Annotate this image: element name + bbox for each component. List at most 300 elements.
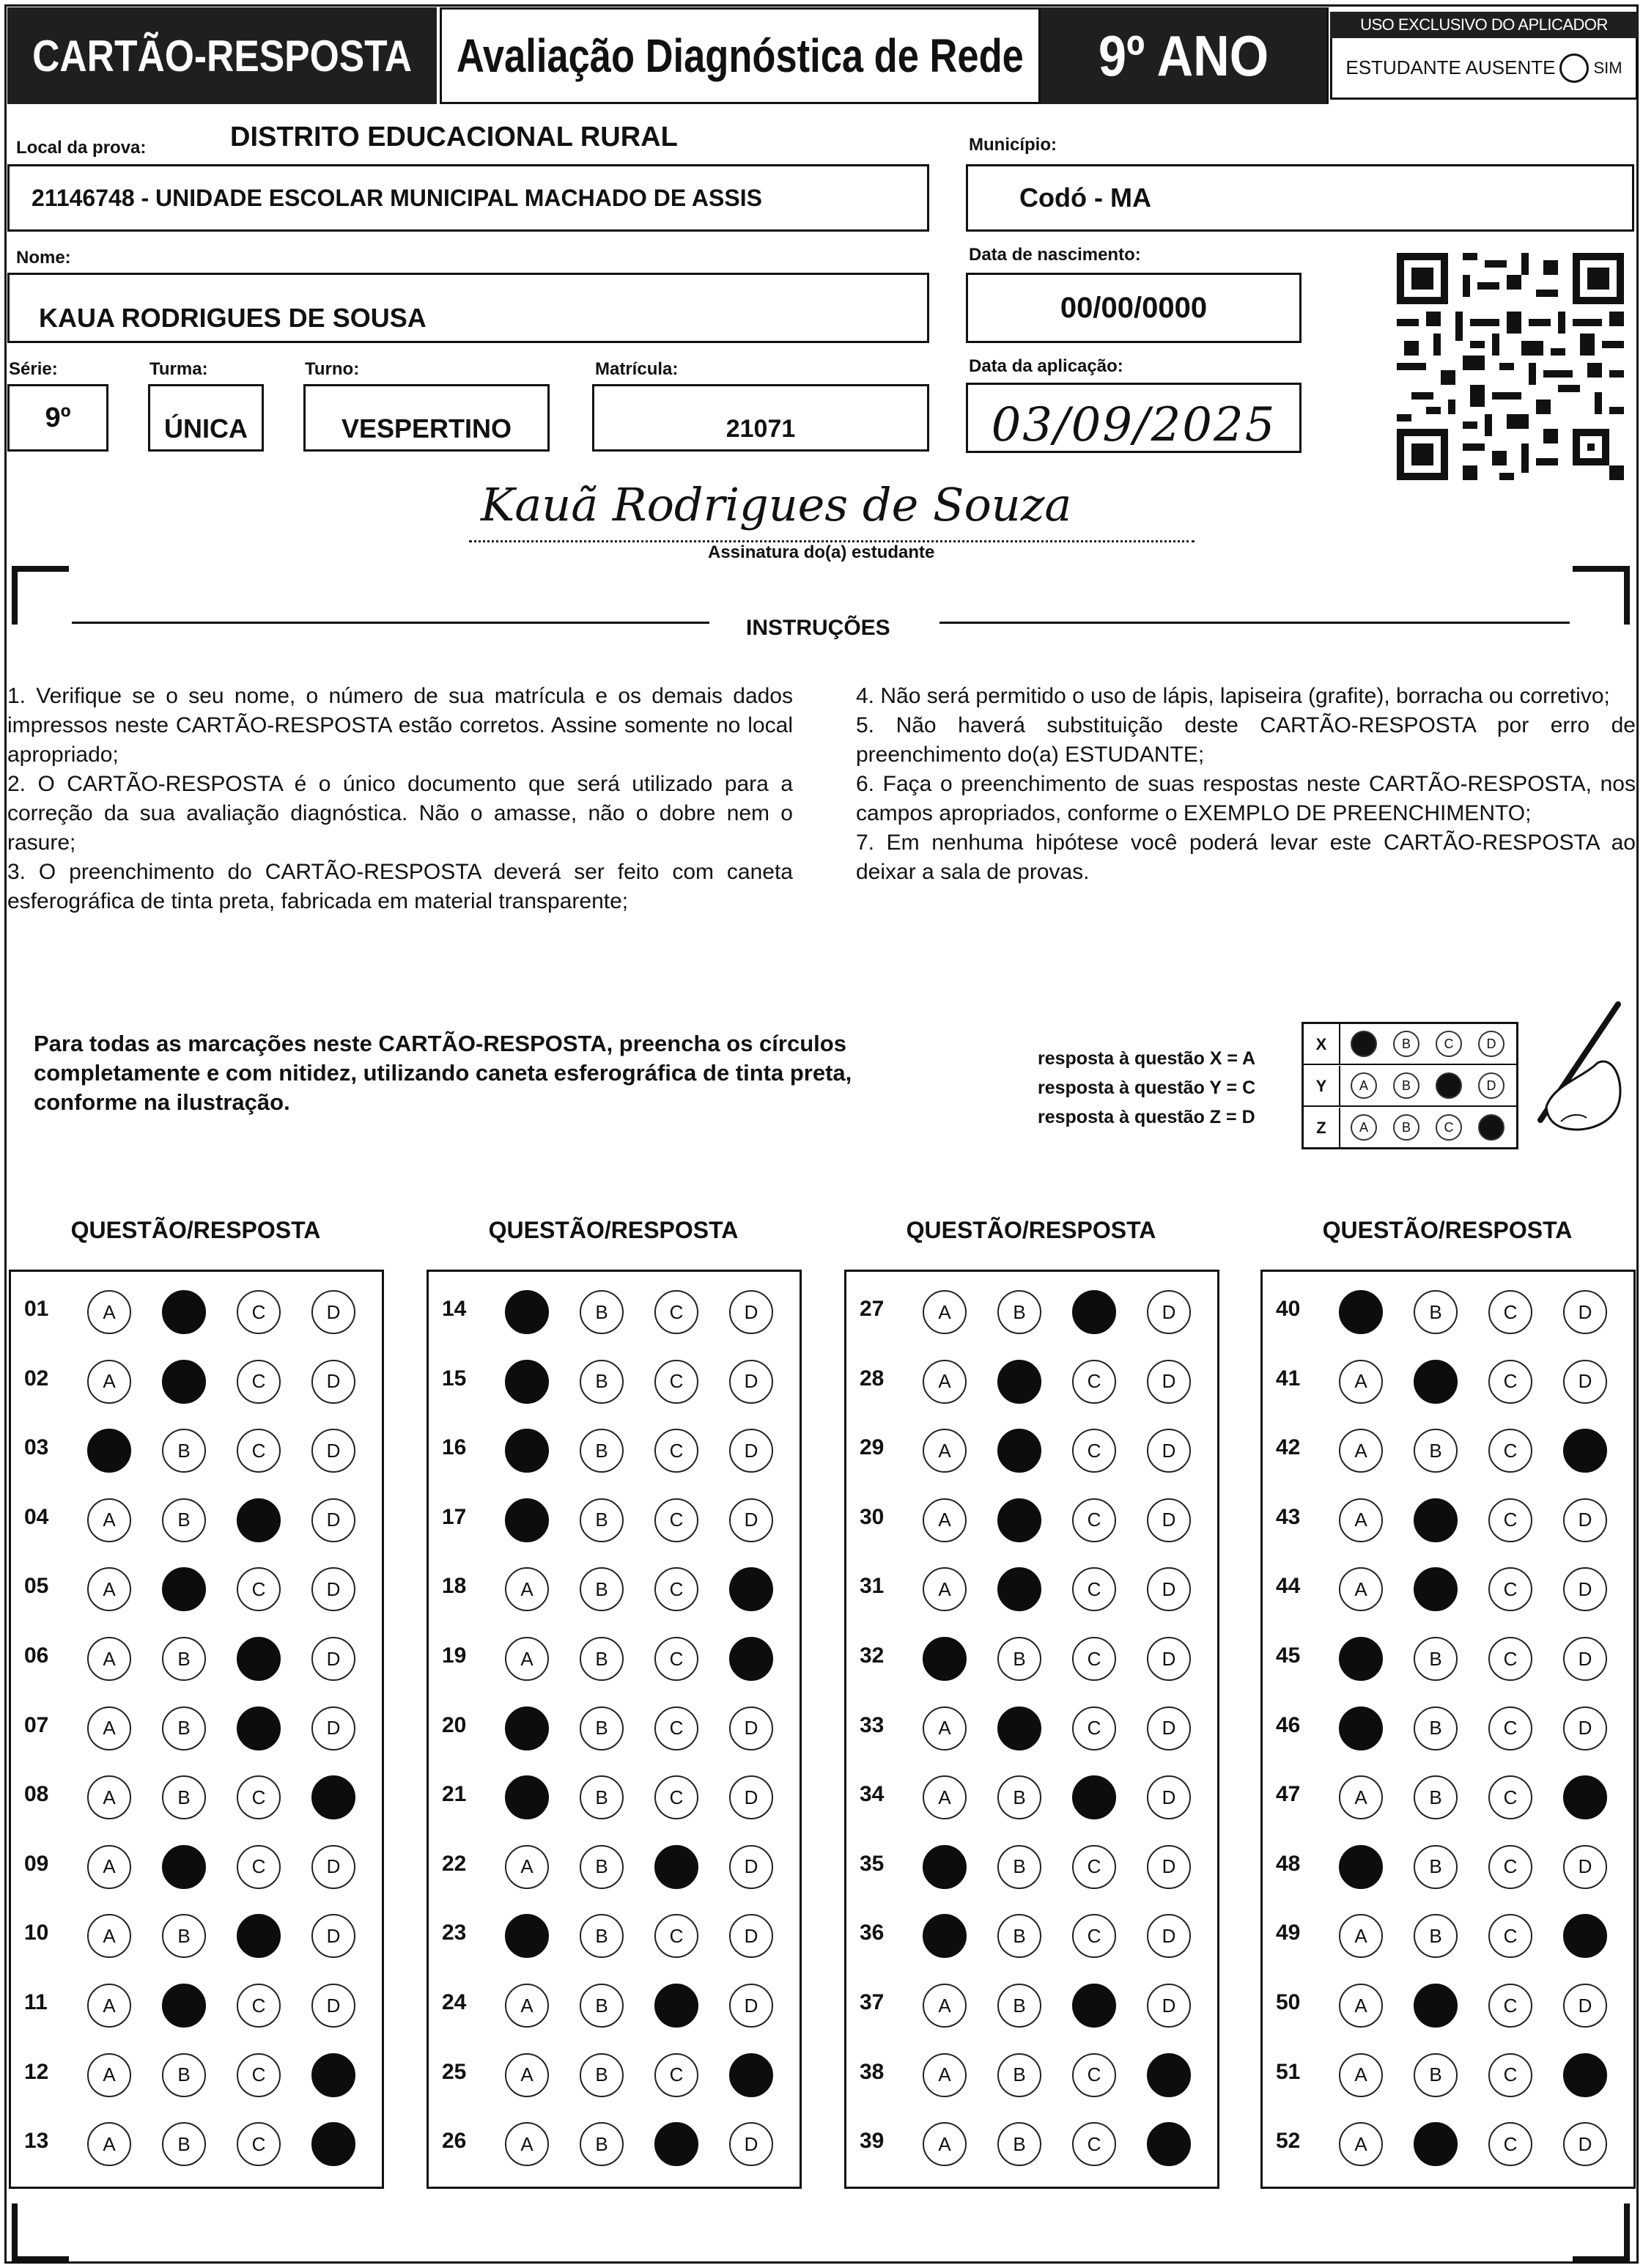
question-number: 15 — [442, 1366, 467, 1391]
answer-bubble-d[interactable]: D — [311, 1360, 355, 1404]
turno-label: Turno: — [305, 359, 360, 379]
answer-bubble-b[interactable]: B — [997, 1984, 1041, 2028]
answer-bubble-a[interactable]: A — [87, 1914, 131, 1958]
instructions-left: 1. Verifique se o seu nome, o número de sua matrícula e os demais dados impressos neste CARTÃO-RESPOSTA estão corretos. Assine somente no local apropriado; 2. O CARTÃO-RESPOSTA é o único documento que será utilizado para a correção da sua avaliação diagnóstica. Não o amasse, não o dobre nem o rasure; 3. O preenchimento do CARTÃO-RESPOSTA deverá ser feito com caneta esferográfica de tinta preta, fabricada em material transparente; — [7, 684, 793, 913]
question-row — [1263, 1971, 1633, 2040]
answer-bubble-d[interactable]: D — [729, 1429, 773, 1473]
answer-bubble-c[interactable]: C — [654, 1706, 698, 1750]
example-bubble: D — [1478, 1072, 1504, 1099]
question-row — [1263, 1278, 1633, 1347]
answer-bubble-b[interactable]: B — [1414, 1775, 1458, 1819]
answer-bubble-a[interactable]: A — [87, 1775, 131, 1819]
question-number: 51 — [1276, 2059, 1301, 2084]
answer-bubble-d[interactable]: D — [311, 1429, 355, 1473]
example-bubble — [1436, 1072, 1462, 1099]
answer-bubble-a[interactable]: A — [87, 1637, 131, 1681]
question-row — [429, 1347, 800, 1416]
example-bubble: A — [1351, 1072, 1377, 1099]
answer-bubble-d[interactable]: D — [311, 1845, 355, 1889]
answer-bubble-b[interactable]: B — [162, 2122, 206, 2166]
answer-bubble-b[interactable]: B — [580, 1984, 624, 2028]
answer-bubble-a[interactable] — [923, 1845, 967, 1889]
answer-bubble-d[interactable]: D — [311, 1914, 355, 1958]
answer-bubble-a[interactable] — [923, 1637, 967, 1681]
answer-bubble-b[interactable] — [997, 1706, 1041, 1750]
local-label: Local da prova: — [16, 138, 147, 158]
answer-bubble-b[interactable]: B — [997, 1845, 1041, 1889]
question-number: 21 — [442, 1782, 467, 1807]
answer-bubble-b[interactable]: B — [162, 2053, 206, 2097]
question-number: 05 — [24, 1574, 49, 1599]
answer-bubble-c[interactable]: C — [1072, 2053, 1116, 2097]
answer-bubble-a[interactable] — [87, 1429, 131, 1473]
question-number: 01 — [24, 1297, 49, 1321]
answer-bubble-d[interactable]: D — [729, 1360, 773, 1404]
question-row — [846, 2110, 1217, 2179]
answer-bubble-b[interactable]: B — [1414, 1706, 1458, 1750]
answer-bubble-c[interactable]: C — [1488, 1984, 1532, 2028]
answer-bubble-a[interactable] — [1339, 1637, 1383, 1681]
answer-bubble-b[interactable] — [1414, 2122, 1458, 2166]
answer-bubble-a[interactable]: A — [87, 1290, 131, 1334]
answer-bubble-a[interactable]: A — [1339, 1914, 1383, 1958]
question-number: 33 — [860, 1712, 885, 1737]
answer-bubble-d[interactable]: D — [311, 1984, 355, 2028]
answer-bubble-c[interactable]: C — [1072, 1498, 1116, 1542]
nascimento-field — [966, 273, 1302, 343]
answer-bubble-d[interactable]: D — [1147, 1706, 1191, 1750]
answer-bubble-c[interactable] — [237, 1637, 281, 1681]
answer-bubble-c[interactable]: C — [1072, 1429, 1116, 1473]
answer-bubble-c[interactable] — [654, 1845, 698, 1889]
answer-bubble-d[interactable] — [1147, 2122, 1191, 2166]
question-number: 44 — [1276, 1574, 1301, 1599]
answer-bubble-d[interactable] — [1563, 1775, 1607, 1819]
question-row — [11, 1833, 382, 1901]
answer-bubble-c[interactable] — [237, 1706, 281, 1750]
answer-bubble-d[interactable]: D — [1563, 1360, 1607, 1404]
answer-bubble-b[interactable]: B — [580, 1845, 624, 1889]
answer-bubble-b[interactable] — [997, 1567, 1041, 1611]
answer-bubble-a[interactable]: A — [1339, 2122, 1383, 2166]
answer-bubble-a[interactable]: A — [87, 1360, 131, 1404]
question-row — [11, 1763, 382, 1832]
corner-mark-top-right — [1573, 566, 1630, 625]
example-legend — [1038, 1044, 1255, 1132]
answer-bubble-a[interactable]: A — [87, 1567, 131, 1611]
example-bubble: B — [1393, 1114, 1419, 1141]
answer-bubble-a[interactable] — [923, 1914, 967, 1958]
answer-bubble-d[interactable]: D — [1563, 1706, 1607, 1750]
answer-bubble-c[interactable]: C — [654, 1567, 698, 1611]
answer-bubble-c[interactable]: C — [1488, 1290, 1532, 1334]
answer-bubble-c[interactable] — [237, 1914, 281, 1958]
answer-bubble-b[interactable]: B — [1414, 1429, 1458, 1473]
question-row — [429, 1486, 800, 1555]
answer-bubble-a[interactable] — [1339, 1706, 1383, 1750]
question-number: 43 — [1276, 1504, 1301, 1529]
answer-bubble-c[interactable]: C — [237, 1567, 281, 1611]
answer-bubble-c[interactable]: C — [1488, 1637, 1532, 1681]
turma-field — [148, 384, 264, 452]
answer-bubble-a[interactable]: A — [923, 1498, 967, 1542]
answer-bubble-a[interactable]: A — [1339, 1775, 1383, 1819]
answer-bubble-d[interactable]: D — [1147, 1360, 1191, 1404]
answer-bubble-c[interactable]: C — [1488, 1775, 1532, 1819]
answer-bubble-c[interactable]: C — [1488, 1845, 1532, 1889]
answer-bubble-b[interactable]: B — [997, 2053, 1041, 2097]
answer-bubble-a[interactable] — [505, 1429, 549, 1473]
answer-bubble-c[interactable]: C — [1072, 1706, 1116, 1750]
answer-bubble-b[interactable]: B — [162, 1498, 206, 1542]
answer-bubble-d[interactable]: D — [729, 2122, 773, 2166]
answer-bubble-b[interactable] — [162, 1290, 206, 1334]
municipio-field — [966, 164, 1634, 232]
answer-bubble-a[interactable]: A — [87, 2053, 131, 2097]
grade-block — [1041, 7, 1326, 104]
column-header: QUESTÃO/RESPOSTA — [1322, 1217, 1573, 1243]
answer-bubble-b[interactable] — [997, 1360, 1041, 1404]
question-number: 08 — [24, 1782, 49, 1807]
answer-bubble-d[interactable]: D — [1563, 1845, 1607, 1889]
answer-bubble-a[interactable]: A — [87, 1498, 131, 1542]
answer-bubble-b[interactable]: B — [580, 1775, 624, 1819]
answer-bubble-a[interactable]: A — [1339, 1984, 1383, 2028]
question-row — [1263, 1833, 1633, 1901]
answer-bubble-c[interactable] — [1072, 1984, 1116, 2028]
answer-bubble-a[interactable]: A — [1339, 1498, 1383, 1542]
question-row — [429, 2110, 800, 2179]
answer-bubble-a[interactable]: A — [505, 2053, 549, 2097]
answer-bubble-b[interactable] — [1414, 1567, 1458, 1611]
answer-bubble-b[interactable] — [162, 1360, 206, 1404]
answer-bubble-a[interactable] — [505, 1706, 549, 1750]
answer-bubble-c[interactable] — [1072, 1775, 1116, 1819]
answer-bubble-a[interactable]: A — [923, 2122, 967, 2166]
question-number: 12 — [24, 2059, 49, 2084]
absent-checkbox[interactable] — [1559, 54, 1589, 83]
answer-bubble-a[interactable]: A — [923, 1984, 967, 2028]
answer-bubble-a[interactable]: A — [923, 1567, 967, 1611]
answer-bubble-b[interactable] — [1414, 1360, 1458, 1404]
question-number: 52 — [1276, 2129, 1301, 2154]
municipio-label: Município: — [969, 135, 1057, 155]
answer-bubble-d[interactable] — [311, 2053, 355, 2097]
answer-bubble-c[interactable]: C — [237, 2122, 281, 2166]
answer-bubble-d[interactable] — [1147, 2053, 1191, 2097]
matricula-field — [592, 384, 929, 452]
answer-bubble-b[interactable]: B — [997, 1290, 1041, 1334]
example-bubble — [1351, 1031, 1377, 1057]
answer-bubble-c[interactable]: C — [1072, 1914, 1116, 1958]
answer-bubble-a[interactable]: A — [1339, 1567, 1383, 1611]
answer-bubble-c[interactable]: C — [1072, 1845, 1116, 1889]
question-row — [846, 1624, 1217, 1693]
answer-bubble-d[interactable]: D — [1147, 1429, 1191, 1473]
answer-bubble-c[interactable]: C — [1072, 2122, 1116, 2166]
answer-bubble-a[interactable]: A — [923, 1706, 967, 1750]
answer-bubble-d[interactable]: D — [1563, 2122, 1607, 2166]
answer-bubble-b[interactable]: B — [580, 1914, 624, 1958]
answer-bubble-d[interactable] — [311, 2122, 355, 2166]
answer-bubble-a[interactable]: A — [1339, 2053, 1383, 2097]
answer-bubble-b[interactable]: B — [162, 1429, 206, 1473]
question-row — [429, 2041, 800, 2110]
answer-bubble-c[interactable]: C — [654, 1637, 698, 1681]
answer-bubble-d[interactable]: D — [1147, 1984, 1191, 2028]
answer-bubble-c[interactable]: C — [237, 1984, 281, 2028]
answer-bubble-a[interactable] — [1339, 1290, 1383, 1334]
answer-bubble-d[interactable] — [729, 2053, 773, 2097]
example-legend-y: resposta à questão Y = C — [1038, 1078, 1256, 1098]
answer-bubble-d[interactable] — [1563, 2053, 1607, 2097]
answer-bubble-b[interactable]: B — [580, 1637, 624, 1681]
answer-bubble-d[interactable]: D — [729, 1775, 773, 1819]
answer-bubble-c[interactable]: C — [237, 1775, 281, 1819]
answer-bubble-c[interactable]: C — [237, 1360, 281, 1404]
answer-bubble-c[interactable]: C — [1488, 2122, 1532, 2166]
answer-bubble-b[interactable]: B — [162, 1706, 206, 1750]
answer-bubble-c[interactable]: C — [1488, 2053, 1532, 2097]
answer-bubble-a[interactable] — [505, 1290, 549, 1334]
answer-bubble-d[interactable]: D — [1563, 1567, 1607, 1611]
answer-bubble-a[interactable]: A — [87, 2122, 131, 2166]
answer-bubble-d[interactable]: D — [311, 1290, 355, 1334]
answer-bubble-d[interactable]: D — [1147, 1775, 1191, 1819]
answer-bubble-a[interactable]: A — [923, 1360, 967, 1404]
signature-line[interactable] — [469, 476, 1195, 542]
question-number: 23 — [442, 1921, 467, 1945]
question-row — [1263, 1624, 1633, 1693]
question-number: 10 — [24, 1921, 49, 1945]
nome-value: KAUA RODRIGUES DE SOUSA — [39, 303, 427, 333]
question-row — [11, 1901, 382, 1970]
answer-bubble-b[interactable] — [1414, 1984, 1458, 2028]
answer-bubble-c[interactable]: C — [654, 1775, 698, 1819]
question-row — [11, 1416, 382, 1485]
exam-title-block — [440, 7, 1041, 104]
answer-bubble-a[interactable]: A — [87, 1984, 131, 2028]
question-number: 07 — [24, 1712, 49, 1737]
qr-code-icon — [1397, 251, 1624, 482]
answer-bubble-a[interactable]: A — [505, 2122, 549, 2166]
answer-bubble-b[interactable]: B — [997, 2122, 1041, 2166]
answer-bubble-c[interactable]: C — [1488, 1567, 1532, 1611]
answer-bubble-c[interactable]: C — [1488, 1429, 1532, 1473]
question-number: 50 — [1276, 1990, 1301, 2014]
answer-bubble-d[interactable]: D — [311, 1498, 355, 1542]
answer-bubble-c[interactable]: C — [1072, 1360, 1116, 1404]
answer-bubble-d[interactable]: D — [311, 1567, 355, 1611]
signature: Kauã Rodrigues de Souza — [481, 478, 1072, 531]
answer-bubble-d[interactable]: D — [311, 1637, 355, 1681]
answer-bubble-b[interactable]: B — [580, 1498, 624, 1542]
answer-bubble-b[interactable]: B — [1414, 1845, 1458, 1889]
answer-bubble-d[interactable]: D — [1563, 1290, 1607, 1334]
question-row — [11, 1624, 382, 1693]
answer-bubble-d[interactable] — [729, 1567, 773, 1611]
answer-bubble-a[interactable]: A — [1339, 1360, 1383, 1404]
answer-bubble-c[interactable]: C — [654, 1914, 698, 1958]
answer-bubble-a[interactable]: A — [923, 1290, 967, 1334]
question-number: 20 — [442, 1712, 467, 1737]
answer-bubble-c[interactable]: C — [654, 1290, 698, 1334]
question-row — [429, 1555, 800, 1624]
answer-bubble-b[interactable]: B — [580, 1429, 624, 1473]
answer-bubble-a[interactable]: A — [923, 1775, 967, 1819]
answer-bubble-b[interactable]: B — [580, 1706, 624, 1750]
answer-bubble-b[interactable]: B — [580, 2053, 624, 2097]
question-row — [846, 1278, 1217, 1347]
question-row — [429, 1971, 800, 2040]
question-number: 04 — [24, 1504, 49, 1529]
answer-bubble-b[interactable]: B — [580, 2122, 624, 2166]
corner-mark-bottom-right — [1573, 2203, 1630, 2262]
answer-bubble-d[interactable]: D — [1147, 1290, 1191, 1334]
question-number: 28 — [860, 1366, 885, 1391]
answer-bubble-c[interactable] — [237, 1498, 281, 1542]
answer-bubble-c[interactable]: C — [237, 1290, 281, 1334]
answer-bubble-d[interactable]: D — [729, 1984, 773, 2028]
answer-bubble-a[interactable]: A — [87, 1845, 131, 1889]
question-number: 17 — [442, 1504, 467, 1529]
answer-bubble-d[interactable] — [1563, 1914, 1607, 1958]
answer-bubble-c[interactable]: C — [1488, 1706, 1532, 1750]
answer-bubble-d[interactable]: D — [1147, 1637, 1191, 1681]
example-bubble: C — [1436, 1114, 1462, 1141]
answer-bubble-b[interactable]: B — [162, 1775, 206, 1819]
answer-bubble-b[interactable]: B — [1414, 1914, 1458, 1958]
answer-bubble-b[interactable]: B — [580, 1360, 624, 1404]
question-row — [11, 1278, 382, 1347]
serie-value: 9º — [45, 402, 71, 433]
answer-bubble-c[interactable]: C — [1488, 1360, 1532, 1404]
question-number: 39 — [860, 2129, 885, 2154]
answer-bubble-d[interactable]: D — [1147, 1845, 1191, 1889]
answer-bubble-b[interactable] — [997, 1498, 1041, 1542]
answer-bubble-c[interactable] — [654, 2122, 698, 2166]
answer-bubble-c[interactable]: C — [237, 2053, 281, 2097]
answer-bubble-c[interactable] — [1072, 1290, 1116, 1334]
answer-bubble-a[interactable]: A — [87, 1706, 131, 1750]
answer-bubble-d[interactable]: D — [729, 1914, 773, 1958]
answer-bubble-a[interactable]: A — [505, 1637, 549, 1681]
answer-bubble-d[interactable] — [729, 1637, 773, 1681]
answer-bubble-d[interactable]: D — [1147, 1498, 1191, 1542]
answer-bubble-c[interactable]: C — [1072, 1567, 1116, 1611]
matricula-label: Matrícula: — [595, 359, 679, 379]
answer-bubble-a[interactable]: A — [923, 2053, 967, 2097]
question-row — [429, 1901, 800, 1970]
question-number: 31 — [860, 1574, 885, 1599]
example-row-label: X — [1304, 1024, 1340, 1065]
answer-bubble-b[interactable]: B — [997, 1914, 1041, 1958]
answer-bubble-c[interactable]: C — [654, 2053, 698, 2097]
answer-bubble-a[interactable]: A — [1339, 1429, 1383, 1473]
answer-bubble-b[interactable]: B — [997, 1775, 1041, 1819]
answer-bubble-a[interactable]: A — [505, 1845, 549, 1889]
question-row — [429, 1278, 800, 1347]
answer-bubble-a[interactable] — [505, 1775, 549, 1819]
answer-bubble-d[interactable]: D — [1147, 1567, 1191, 1611]
answer-bubble-a[interactable]: A — [505, 1984, 549, 2028]
answer-bubble-b[interactable]: B — [580, 1290, 624, 1334]
answer-bubble-d[interactable]: D — [729, 1290, 773, 1334]
answer-bubble-d[interactable]: D — [1563, 1498, 1607, 1542]
question-row — [846, 1416, 1217, 1485]
answer-column — [427, 1270, 802, 2189]
answer-column — [9, 1270, 384, 2189]
answer-bubble-b[interactable] — [997, 1429, 1041, 1473]
example-text: Para todas as marcações neste CARTÃO-RESPOSTA, preencha os círculos completamente e com nitidez, utilizando caneta esferográfica de tinta preta, conforme na ilustração. — [34, 1031, 852, 1115]
answer-bubble-d[interactable] — [1563, 1429, 1607, 1473]
answer-column — [844, 1270, 1219, 2189]
answer-bubble-d[interactable]: D — [729, 1845, 773, 1889]
instructions-rule-right — [939, 622, 1570, 624]
answer-bubble-c[interactable]: C — [1072, 1637, 1116, 1681]
answer-bubble-d[interactable]: D — [311, 1706, 355, 1750]
answer-bubble-c[interactable]: C — [654, 1360, 698, 1404]
local-district: DISTRITO EDUCACIONAL RURAL — [230, 122, 678, 152]
answer-bubble-c[interactable]: C — [237, 1845, 281, 1889]
answer-bubble-b[interactable] — [162, 1984, 206, 2028]
question-number: 46 — [1276, 1712, 1301, 1737]
answer-bubble-c[interactable]: C — [1488, 1498, 1532, 1542]
nascimento-label: Data de nascimento: — [969, 245, 1141, 265]
answer-bubble-d[interactable]: D — [729, 1706, 773, 1750]
answer-bubble-b[interactable]: B — [1414, 1637, 1458, 1681]
answer-bubble-b[interactable] — [162, 1845, 206, 1889]
question-number: 36 — [860, 1921, 885, 1945]
answer-bubble-d[interactable]: D — [1563, 1637, 1607, 1681]
answer-bubble-d[interactable]: D — [1147, 1914, 1191, 1958]
answer-bubble-c[interactable]: C — [654, 1498, 698, 1542]
answer-bubble-a[interactable]: A — [505, 1567, 549, 1611]
question-number: 16 — [442, 1435, 467, 1460]
question-row — [846, 1833, 1217, 1901]
answer-bubble-c[interactable]: C — [1488, 1914, 1532, 1958]
question-row — [1263, 1347, 1633, 1416]
answer-bubble-c[interactable] — [654, 1984, 698, 2028]
aplicacao-value: 03/09/2025 — [991, 398, 1277, 452]
question-row — [11, 1694, 382, 1763]
answer-bubble-b[interactable]: B — [162, 1914, 206, 1958]
answer-bubble-d[interactable]: D — [729, 1498, 773, 1542]
answer-bubble-d[interactable] — [311, 1775, 355, 1819]
answer-bubble-d[interactable]: D — [1563, 1984, 1607, 2028]
answer-bubble-b[interactable]: B — [1414, 1290, 1458, 1334]
answer-bubble-b[interactable]: B — [1414, 2053, 1458, 2097]
answer-bubble-b[interactable]: B — [997, 1637, 1041, 1681]
question-number: 25 — [442, 2059, 467, 2084]
answer-bubble-b[interactable]: B — [162, 1637, 206, 1681]
answer-bubble-a[interactable] — [505, 1360, 549, 1404]
answer-bubble-b[interactable]: B — [580, 1567, 624, 1611]
question-row — [11, 2041, 382, 2110]
example-legend-z: resposta à questão Z = D — [1038, 1107, 1255, 1127]
answer-bubble-a[interactable] — [1339, 1845, 1383, 1889]
answer-bubble-b[interactable] — [1414, 1498, 1458, 1542]
school-field — [7, 164, 929, 232]
answer-bubble-a[interactable] — [505, 1498, 549, 1542]
answer-bubble-c[interactable]: C — [654, 1429, 698, 1473]
answer-bubble-c[interactable]: C — [237, 1429, 281, 1473]
question-number: 14 — [442, 1297, 467, 1321]
card-title-block — [7, 7, 437, 104]
answer-bubble-b[interactable] — [162, 1567, 206, 1611]
answer-bubble-a[interactable] — [505, 1914, 549, 1958]
answer-bubble-a[interactable]: A — [923, 1429, 967, 1473]
